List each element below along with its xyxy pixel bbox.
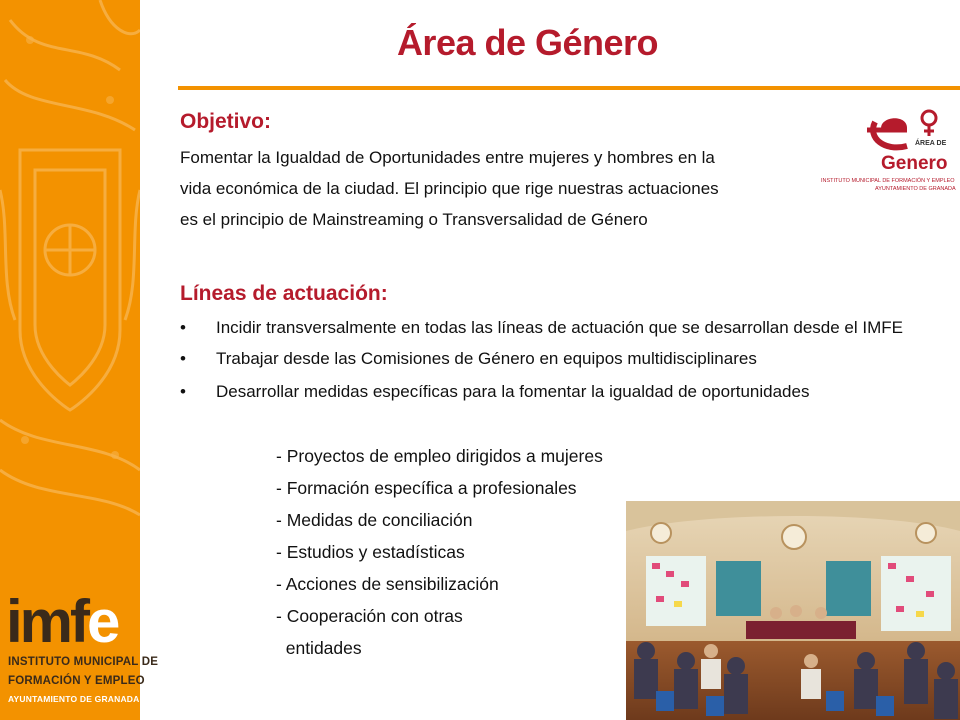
left-band bbox=[0, 0, 159, 720]
list-item-text: Incidir transversalmente en todas las líneas de actuación que se desarrollan desde el IMFE bbox=[216, 318, 903, 337]
granada-crest-icon bbox=[0, 0, 140, 520]
genero-logo-icon bbox=[815, 100, 956, 198]
list-item bbox=[180, 318, 920, 338]
list-item bbox=[180, 349, 920, 369]
objective-heading: Objetivo: bbox=[180, 110, 272, 133]
genero-area-label: ÁREA DE bbox=[915, 140, 947, 147]
imfe-logo-icon bbox=[6, 588, 118, 655]
imfe-line-2: FORMACIÓN Y EMPLEO bbox=[8, 675, 145, 687]
imfe-logo-e: e bbox=[87, 588, 118, 655]
sub-list-item: - Medidas de conciliación bbox=[276, 510, 473, 530]
list-item bbox=[180, 382, 920, 402]
objective-text bbox=[180, 142, 810, 235]
sub-list-item: - Formación específica a profesionales bbox=[276, 478, 577, 498]
genero-word: Genero bbox=[881, 153, 948, 174]
genero-sub-line-1: INSTITUTO MUNICIPAL DE FORMACIÓN Y EMPLEO bbox=[821, 178, 955, 184]
genero-sub-line-2: AYUNTAMIENTO DE GRANADA bbox=[875, 186, 956, 192]
bullet-icon: • bbox=[180, 382, 186, 401]
imfe-logo-block bbox=[0, 570, 159, 720]
bullet-list bbox=[180, 318, 920, 402]
title-divider bbox=[178, 86, 960, 90]
lineas-heading: Líneas de actuación: bbox=[180, 282, 388, 305]
list-item-text: Desarrollar medidas específicas para la fomentar la igualdad de oportunidades bbox=[216, 382, 810, 401]
objective-line: vida económica de la ciudad. El principio que rige nuestras actuaciones bbox=[180, 179, 719, 198]
sub-list-item: - Cooperación con otras bbox=[276, 606, 463, 626]
sub-list-item: entidades bbox=[276, 638, 362, 658]
bullet-icon: • bbox=[180, 349, 186, 368]
objective-line: es el principio de Mainstreaming o Transversalidad de Género bbox=[180, 210, 648, 229]
imfe-line-3: AYUNTAMIENTO DE GRANADA bbox=[8, 694, 140, 704]
bullet-icon: • bbox=[180, 318, 186, 337]
sub-list-item: - Estudios y estadísticas bbox=[276, 542, 465, 562]
list-item-text: Trabajar desde las Comisiones de Género en equipos multidisciplinares bbox=[216, 349, 757, 368]
meeting-photo bbox=[626, 501, 960, 720]
objective-line: Fomentar la Igualdad de Oportunidades entre mujeres y hombres en la bbox=[180, 148, 715, 167]
meeting-photo-graphic bbox=[626, 501, 960, 720]
sub-list-item: - Proyectos de empleo dirigidos a mujeres bbox=[276, 446, 603, 466]
page-title: Área de Género bbox=[396, 22, 659, 63]
imfe-line-1: INSTITUTO MUNICIPAL DE bbox=[8, 656, 159, 668]
sub-list-item: - Acciones de sensibilización bbox=[276, 574, 499, 594]
imfe-logo-letters: imf bbox=[6, 588, 87, 655]
